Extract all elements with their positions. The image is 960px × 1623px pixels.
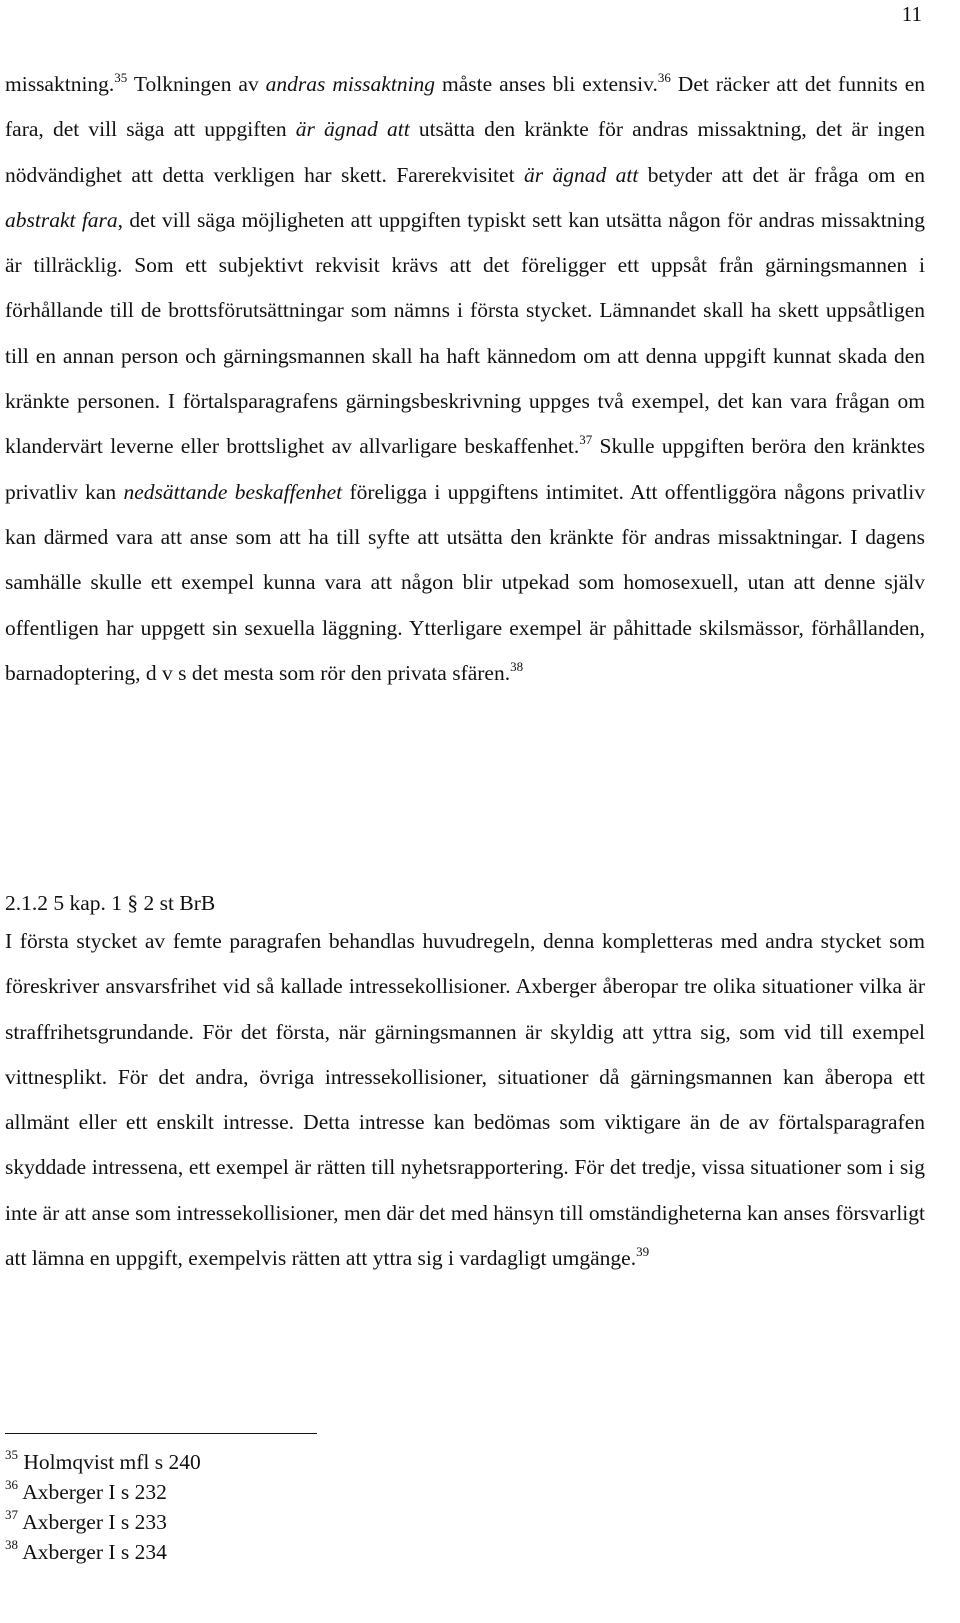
footnote-ref-36: 36 [657,70,671,85]
section-paragraph [5,919,925,1281]
footnotes [5,1447,201,1567]
footnote-divider [5,1433,317,1434]
footnote-37: $^{37}$ Axberger I s 233 [5,1507,167,1534]
footnote-ref-39: 39 [636,1244,650,1260]
section-heading: 2.1.2 5 kap. 1 § 2 st BrB [5,891,216,915]
footnote-ref-38: 38 [510,658,524,674]
paragraph-1: missaktning.$^{35}$ Tolkningen av andras missaktning måste anses bli extensiv.$^{36}$ Det räcker att det funnits en fara, det vill säga att uppgiften är ägnad att utsätta den kränkte för andras missaktning, det är ingen nödvändighet att detta verkligen har skett. Farerekvisitet är ägnad att betyder att det är fråga om en abstrakt fara, det vill säga möjligheten att uppgiften typiskt sett kan utsätta någon för andras missaktning är tillräcklig. Som ett subjektivt rekvisit krävs att det föreligger ett uppsåt från gärningsmannen i förhållande till de brottsförutsättningar som nämns i första stycket. Lämnandet skall ha skett uppsåtligen till en annan person och gärningsmannen skall ha haft kännedom om att denna uppgift kunnat skada den kränkte personen. I förtalsparagrafens gärningsbeskrivning uppges två exempel, det kan vara frågan om klandervärt leverne eller brottslighet av allvarligare beskaffenhet.$^{37}$ Skulle uppgiften beröra den kränktes privatliv kan nedsättande beskaffenhet föreligga i uppgiftens intimitet. Att offentliggöra någons privatliv kan därmed vara att anse som att ha till syfte att utsätta den kränkte för andras missaktningar. I dagens samhälle skulle ett exempel kunna vara att någon blir utpekad som homosexuell, utan att denne själv offentligen har uppgett sin sexuella läggning. Ytterligare exempel är påhittade skilsmässor, förhållanden, barnadoptering, d v s det mesta som rör den privata sfären.$^{38}$ [5,70,926,685]
page-number: 11 [901,2,922,26]
body-paragraph [5,62,925,696]
footnote-ref-37: 37 [579,432,593,448]
footnote-ref-35: 35 [114,70,128,85]
paragraph-2: I första stycket av femte paragrafen behandlas huvudregeln, denna kompletteras med andra stycket som föreskriver ansvarsfrihet vid så kallade intressekollisioner. Axberger åberopar tre olika situationer vilka är straffrihetsgrundande. För det första, när gärningsmannen är skyldig att yttra sig, som vid till exempel vittnesplikt. För det andra, övriga intressekollisioner, situationer då gärningsmannen kan åberopa ett allmänt eller ett enskilt intresse. Detta intresse kan bedömas som viktigare än de av förtalsparagrafen skyddade intressena, ett exempel är rätten till nyhetsrapportering. För det tredje, vissa situationer som i sig inte är att anse som intressekollisioner, men där det med hänsyn till omständigheterna kan anses försvarligt att lämna en uppgift, exempelvis rätten att yttra sig i vardagligt umgänge.$^{39}$ [5,929,925,1271]
footnote-36: $^{36}$ Axberger I s 232 [5,1477,167,1504]
footnote-38: $^{38}$ Axberger I s 234 [5,1537,167,1564]
footnote-35: $^{35}$ Holmqvist mfl s 240 [5,1447,201,1474]
